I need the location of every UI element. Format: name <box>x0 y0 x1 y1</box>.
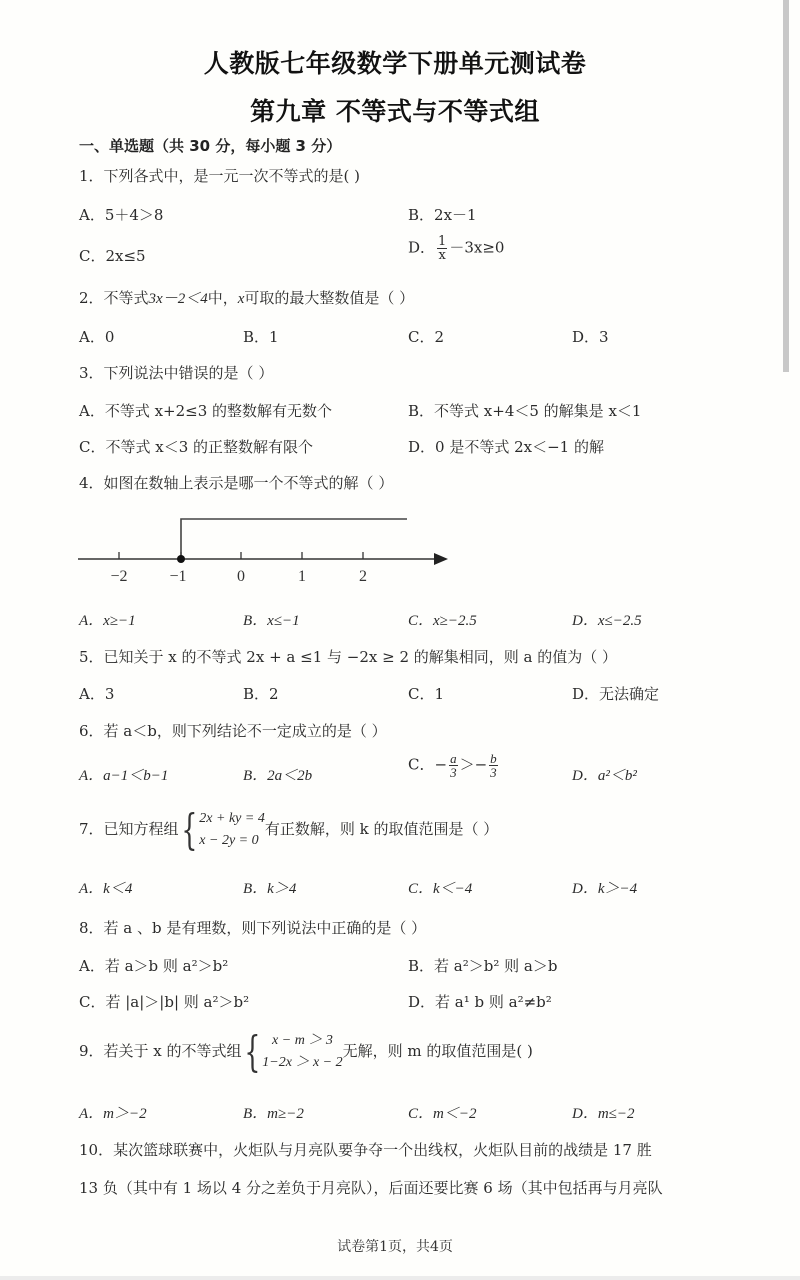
question-9-option-c: C．m＜−2 <box>408 1106 477 1122</box>
question-1-stem: 1．下列各式中，是一元一次不等式的是( ) <box>79 167 361 185</box>
chapter-title: 第九章 不等式与不等式组 <box>250 97 540 126</box>
question-5-option-c: C．1 <box>408 685 445 703</box>
question-4-option-d: D．x≤−2.5 <box>572 613 642 629</box>
question-4-option-a: A．x≥−1 <box>79 613 136 629</box>
question-8-option-b: B．若 a²＞b² 则 a＞b <box>408 957 558 975</box>
question-7-option-c: C．k＜−4 <box>408 881 473 897</box>
question-6-option-b: B．2a＜2b <box>243 768 313 784</box>
question-5-option-b: B．2 <box>243 685 279 703</box>
number-line-diagram <box>70 505 470 595</box>
question-10-line-2: 13 负（其中有 1 场以 4 分之差负于月亮队），后面还要比赛 6 场（其中包括再与月亮队 <box>79 1179 663 1197</box>
question-2-stem: 2．不等式3x－2＜4中，x可取的最大整数值是（ ） <box>79 289 415 307</box>
page-footer: 试卷第1页，共4页 <box>337 1239 453 1255</box>
question-3-option-b: B．不等式 x+4＜5 的解集是 x＜1 <box>408 402 642 420</box>
question-2-option-b: B．1 <box>243 328 279 346</box>
question-8-stem: 8．若 a 、b 是有理数，则下列说法中正确的是（ ） <box>79 919 427 937</box>
document-title: 人教版七年级数学下册单元测试卷 <box>203 49 587 78</box>
question-9-option-b: B．m≥−2 <box>243 1106 304 1122</box>
section-heading: 一、单选题（共 30 分，每小题 3 分） <box>79 137 342 155</box>
question-3-option-d: D．0 是不等式 2x＜−1 的解 <box>408 438 604 456</box>
fraction: $\frac{a}{3}$ <box>450 751 457 780</box>
question-4-option-b: B．x≤−1 <box>243 613 300 629</box>
question-8-option-a: A．若 a＞b 则 a²＞b² <box>79 957 229 975</box>
question-3-option-c: C．不等式 x＜3 的正整数解有限个 <box>79 438 314 456</box>
question-9-stem: 9．若关于 x 的不等式组{ x − m ＞ 3 1−2x ＞ x − 2 无解，则 m 的取值范围是( ) <box>79 1027 533 1076</box>
question-5-stem: 5．已知关于 x 的不等式 2x + a ≤1 与 −2x ≥ 2 的解集相同，则 a 的值为（ ） <box>79 648 618 666</box>
brace-icon: { <box>180 805 197 854</box>
question-1-option-d: D． $\frac{1}{x}$ －3x≥0 <box>408 234 505 263</box>
question-7-option-a: A．k＜4 <box>79 881 133 897</box>
question-1-option-a: A．5＋4＞8 <box>79 206 164 224</box>
question-9-option-d: D．m≤−2 <box>572 1106 635 1122</box>
question-6-option-a: A．a−1＜b−1 <box>79 768 169 784</box>
question-10-line-1: 10．某次篮球联赛中，火炬队与月亮队要争夺一个出线权，火炬队目前的战绩是 17 胜 <box>79 1141 652 1159</box>
arrow-icon <box>434 553 448 565</box>
question-4-stem: 4．如图在数轴上表示是哪一个不等式的解（ ） <box>79 474 394 492</box>
question-8-option-d: D．若 a¹ b 则 a²≠b² <box>408 993 552 1011</box>
svg-text:2: 2 <box>359 568 367 585</box>
svg-text:−1: −1 <box>169 568 187 585</box>
question-5-option-d: D．无法确定 <box>572 685 660 703</box>
question-9-option-a: A．m＞−2 <box>79 1106 147 1122</box>
fraction: $\frac{b}{3}$ <box>490 751 497 780</box>
vertical-scrollbar[interactable] <box>783 0 789 372</box>
brace-icon: { <box>243 1027 260 1076</box>
question-2-option-d: D．3 <box>572 328 609 346</box>
question-5-option-a: A．3 <box>79 685 115 703</box>
option-label: D． <box>408 238 436 257</box>
svg-text:1: 1 <box>298 568 306 585</box>
svg-text:−2: −2 <box>110 568 128 585</box>
question-6-option-d: D．a²＜b² <box>572 768 637 784</box>
question-8-option-c: C．若 |a|＞|b| 则 a²＞b² <box>79 993 250 1011</box>
question-4-option-c: C．x≥−2.5 <box>408 613 477 629</box>
question-3-stem: 3．下列说法中错误的是（ ） <box>79 364 274 382</box>
question-3-option-a: A．不等式 x+2≤3 的整数解有无数个 <box>79 402 333 420</box>
svg-text:0: 0 <box>237 568 245 585</box>
question-6-option-c: C．− $\frac{a}{3}$ ＞− $\frac{b}{3}$ <box>408 751 497 780</box>
equation-system: 2x + ky = 4 x − 2y = 0 <box>199 811 265 848</box>
question-1-option-c: C．2x≤5 <box>79 247 146 265</box>
bottom-edge <box>0 1276 800 1280</box>
question-1-option-b: B．2x－1 <box>408 206 477 224</box>
question-6-stem: 6．若 a＜b，则下列结论不一定成立的是（ ） <box>79 722 387 740</box>
question-7-option-b: B．k＞4 <box>243 881 297 897</box>
closed-dot-icon <box>177 555 185 563</box>
question-7-stem: 7．已知方程组{ 2x + ky = 4 x − 2y = 0 有正数解，则 k 的取值范围是（ ） <box>79 805 499 854</box>
question-7-option-d: D．k＞−4 <box>572 881 638 897</box>
question-2-option-a: A．0 <box>79 328 115 346</box>
inequality-system: x − m ＞ 3 1−2x ＞ x − 2 <box>262 1033 343 1070</box>
question-2-option-c: C．2 <box>408 328 445 346</box>
fraction: $\frac{1}{x}$ <box>438 234 447 263</box>
